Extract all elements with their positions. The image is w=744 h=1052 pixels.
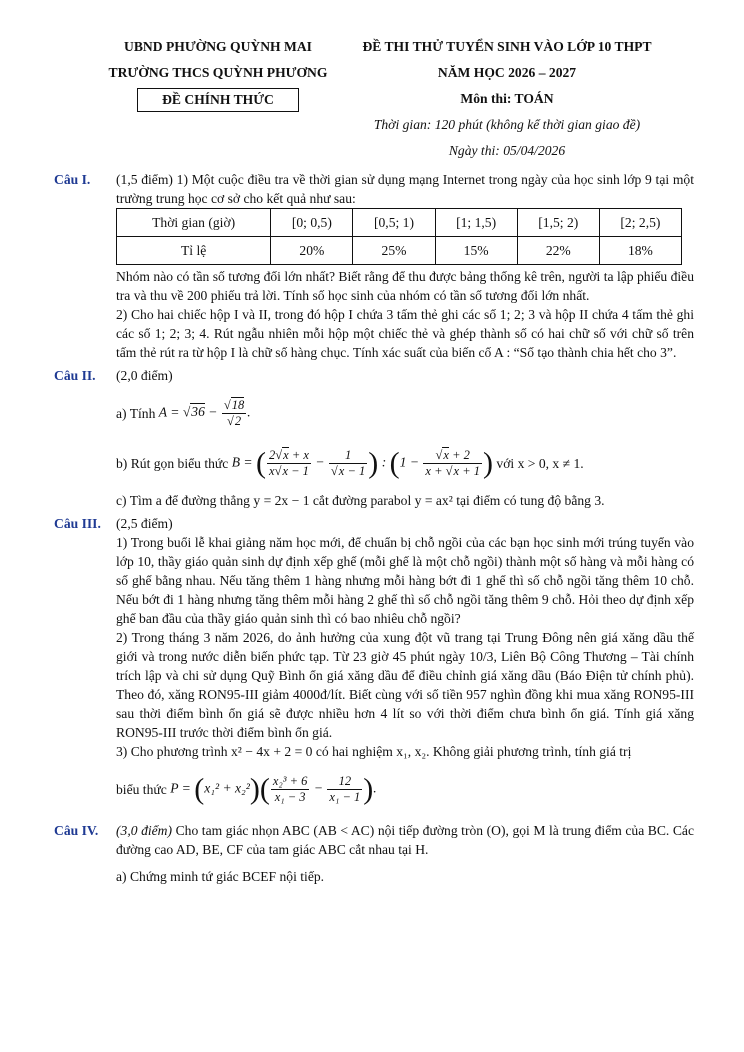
exam-date: Ngày thi: 05/04/2026 xyxy=(448,143,566,158)
question-1-label: Câu I. xyxy=(54,172,91,187)
authority-name: UBND PHƯỜNG QUỲNH MAI xyxy=(124,39,312,54)
question-3-points: (2,5 điểm) xyxy=(116,516,173,531)
question-3-part2: 2) Trong tháng 3 năm 2026, do ảnh hưởng của xung đột vũ trang tại Trung Đông nên giá xăng dầu thế giới và trong nước diễn biến phức tạp. Từ 23 giờ 45 phút ngày 10/3, Liên Bộ Công Thương – Tài chính trích lập và chi sử dụng Quỹ Bình ổn giá xăng dầu để điều chỉnh giá xăng dầu (Báo Điện tử chính phủ). Theo đó, xăng RON95-III giảm 4000đ/lít. Biết cùng với số tiền 957 nghìn đồng khi mua xăng RON95-III sau thời điểm bình ổn giá sẽ được nhiều hơn 4 lít so với thời điểm chưa bình ổn giá. Tính giá xăng RON95-III trước thời điểm bình ổn giá. xyxy=(116,630,694,740)
table-cell: [0; 0,5) xyxy=(271,209,353,237)
table-cell: [1,5; 2) xyxy=(517,209,599,237)
question-2a: a) Tính A = √36 − $\frac{√18}{√2}$ . xyxy=(116,397,251,428)
formula-a: A = √36 − $\frac{√18}{√2}$ . xyxy=(158,397,251,428)
question-2-points: (2,0 điểm) xyxy=(116,368,173,383)
table-cell: Thời gian (giờ) xyxy=(117,209,271,237)
question-3-formula: biểu thức P = (x₁² + x₂²)( $\frac{\text{x₂³ + 6}}{\text{x₁ − 3}}$ − $\frac{12}{\text{x₁ − 1}}$ ). xyxy=(116,772,377,805)
question-2c: c) Tìm a để đường thẳng y = 2x − 1 cắt đường parabol y = ax² tại điểm có tung độ bằng 3. xyxy=(116,493,605,508)
question-1 xyxy=(54,170,694,362)
school-name: TRƯỜNG THCS QUỲNH PHƯƠNG xyxy=(108,65,328,80)
question-1-part2: 2) Cho hai chiếc hộp I và II, trong đó hộp I chứa 3 tấm thẻ ghi các số 1; 2; 3 và hộp II chứa 4 tấm thẻ ghi các số 1; 2; 3; 4. Rút ngẫu nhiên mỗi hộp một chiếc thẻ và ghép thành số có hai chữ số với chữ số trên tấm thẻ rút ra từ hộp I là chữ số hàng chục. Tính xác suất của biến cố A : “Số tạo thành chia hết cho 3”. xyxy=(116,307,694,360)
question-1-intro: (1,5 điểm) 1) Một cuộc điều tra về thời gian sử dụng mạng Internet trong ngày của học sinh lớp 9 tại một trường trung học cơ sở cho kết quả như sau: xyxy=(116,172,694,206)
table-cell: 25% xyxy=(353,237,435,265)
header-right xyxy=(330,34,684,164)
table-cell: 20% xyxy=(271,237,353,265)
school-year: NĂM HỌC 2026 – 2027 xyxy=(437,65,577,80)
table-cell: Tỉ lệ xyxy=(117,237,271,265)
question-2 xyxy=(54,366,694,510)
subject: Môn thi: TOÁN xyxy=(460,91,554,106)
formula-p: P = (x₁² + x₂²)( $\frac{\text{x₂³ + 6}}{\text{x₁ − 3}}$ − $\frac{12}{\text{x₁ − 1}}$ ). xyxy=(170,772,377,805)
question-3-part1: 1) Trong buổi lễ khai giảng năm học mới, để chuẩn bị chỗ ngồi của các bạn học sinh mới trúng tuyển vào lớp 10, thầy giáo quản sinh dự định xếp ghế (mỗi ghế là một chỗ ngồi) thành một số hàng và mỗi hàng có số ghế bằng nhau. Nếu tăng thêm 1 hàng nhưng mỗi hàng bớt đi 1 ghế thì số chỗ ngồi tăng thêm 10 chỗ. Nếu bớt đi 1 hàng nhưng tăng thêm mỗi hàng 2 ghế thì số chỗ ngồi tăng thêm 9 chỗ. Hỏi theo dự định xếp ghế ban đầu của thầy giáo quản sinh thì có bao nhiêu chỗ ngồi? xyxy=(116,535,694,626)
frequency-table xyxy=(116,208,682,265)
table-cell: 22% xyxy=(517,237,599,265)
question-4a: a) Chứng minh tứ giác BCEF nội tiếp. xyxy=(116,869,325,884)
table-cell: 15% xyxy=(435,237,517,265)
exam-duration: Thời gian: 120 phút (không kể thời gian giao đề) xyxy=(373,117,641,132)
exam-title: ĐỀ THI THỬ TUYỂN SINH VÀO LỚP 10 THPT xyxy=(362,39,652,54)
official-badge: ĐỀ CHÍNH THỨC xyxy=(137,88,299,112)
question-1-part1-question: Nhóm nào có tần số tương đối lớn nhất? Biết rằng để thu được bảng thống kê trên, người ta lập phiếu điều tra và thu về 200 phiếu trả lời. Tính số học sinh của nhóm có tần số tương đối lớn nhất. xyxy=(116,269,694,303)
question-4-text: Cho tam giác nhọn ABC (AB < AC) nội tiếp đường tròn (O), gọi M là trung điểm của BC. Các đường cao AD, BE, CF của tam giác ABC cắt nhau tại H. xyxy=(116,823,694,857)
question-4-points: (3,0 điểm) xyxy=(116,823,173,838)
question-3 xyxy=(54,514,694,817)
table-cell: [0,5; 1) xyxy=(353,209,435,237)
table-row xyxy=(117,237,682,265)
question-2b: b) Rút gọn biểu thức B = ( $\frac{2√x + x}{x√x - 1}$ − $\frac{1}{√x - 1}$ ) : (1 − $\frac{√x + 2}{x + √x + 1}$ ) với x > 0, x ≠ 1. xyxy=(116,446,584,479)
table-cell: [1; 1,5) xyxy=(435,209,517,237)
formula-b: B = ( $\frac{2√x + x}{x√x - 1}$ − $\frac{1}{√x - 1}$ ) : (1 − $\frac{√x + 2}{x + √x + 1}$ ) xyxy=(231,446,493,479)
question-2b-condition: với x > 0, x ≠ 1. xyxy=(496,455,584,471)
question-3-part3: 3) Cho phương trình x² − 4x + 2 = 0 có hai nghiệm x₁, x₂. Không giải phương trình, tính giá trị xyxy=(116,744,632,759)
table-cell: 18% xyxy=(599,237,681,265)
exam-content xyxy=(54,166,694,886)
question-4 xyxy=(54,821,694,886)
table-header-row xyxy=(117,209,682,237)
header-left xyxy=(78,34,358,113)
question-2-label: Câu II. xyxy=(54,368,96,383)
table-cell: [2; 2,5) xyxy=(599,209,681,237)
question-3-label: Câu III. xyxy=(54,516,101,531)
question-4-label: Câu IV. xyxy=(54,823,99,838)
